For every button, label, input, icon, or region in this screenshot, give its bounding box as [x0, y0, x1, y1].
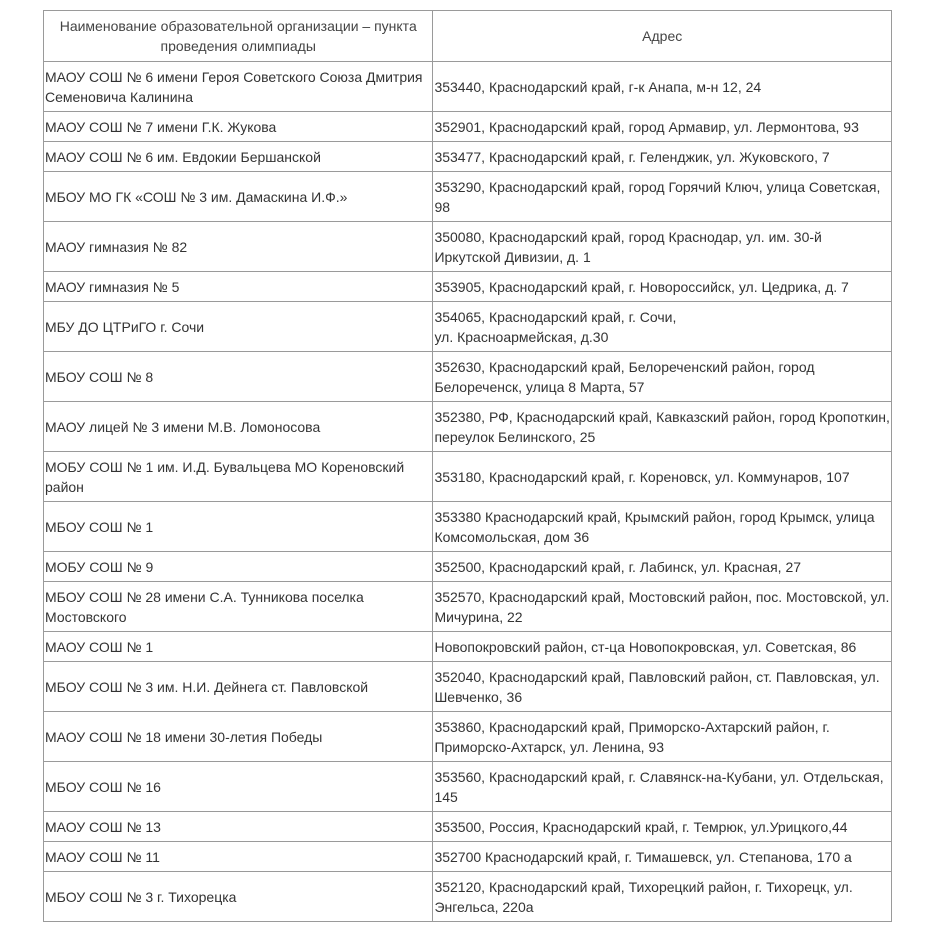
organization-name: МБУ ДО ЦТРиГО г. Сочи	[44, 302, 433, 352]
organization-name: МБОУ СОШ № 28 имени С.А. Тунникова поселка Мостовского	[44, 582, 433, 632]
organization-address: 350080, Краснодарский край, город Краснодар, ул. им. 30-й Иркутской Дивизии, д. 1	[433, 222, 892, 272]
table-row	[44, 842, 892, 872]
organization-name: МАОУ СОШ № 6 им. Евдокии Бершанской	[44, 142, 433, 172]
organization-name: МБОУ СОШ № 3 г. Тихорецка	[44, 872, 433, 922]
organization-address: 353380 Краснодарский край, Крымский район, город Крымск, улица Комсомольская, дом 36	[433, 502, 892, 552]
organization-name: МБОУ СОШ № 8	[44, 352, 433, 402]
organization-address	[433, 302, 892, 352]
organization-name: МАОУ гимназия № 82	[44, 222, 433, 272]
table-row	[44, 812, 892, 842]
organization-name: МАОУ СОШ № 7 имени Г.К. Жукова	[44, 112, 433, 142]
organization-name: МАОУ СОШ № 18 имени 30-летия Победы	[44, 712, 433, 762]
organization-address: 353440, Краснодарский край, г-к Анапа, м-н 12, 24	[433, 62, 892, 112]
table-row	[44, 112, 892, 142]
organization-address: Новопокровский район, ст-ца Новопокровская, ул. Советская, 86	[433, 632, 892, 662]
organization-name: МАОУ СОШ № 1	[44, 632, 433, 662]
organization-address: 353905, Краснодарский край, г. Новороссийск, ул. Цедрика, д. 7	[433, 272, 892, 302]
olympiad-venues-table	[43, 10, 892, 922]
table-row	[44, 762, 892, 812]
table-row	[44, 272, 892, 302]
organization-name: МБОУ МО ГК «СОШ № 3 им. Дамаскина И.Ф.»	[44, 172, 433, 222]
header-address: Адрес	[433, 11, 892, 62]
organization-address: 353180, Краснодарский край, г. Кореновск, ул. Коммунаров, 107	[433, 452, 892, 502]
organization-address: 353477, Краснодарский край, г. Геленджик, ул. Жуковского, 7	[433, 142, 892, 172]
organization-address: 352380, РФ, Краснодарский край, Кавказский район, город Кропоткин, переулок Белинского, 25	[433, 402, 892, 452]
table-row	[44, 142, 892, 172]
organization-name: МБОУ СОШ № 16	[44, 762, 433, 812]
table-row	[44, 552, 892, 582]
table-header-row	[44, 11, 892, 62]
table-row	[44, 172, 892, 222]
table-row	[44, 402, 892, 452]
organization-address: 352500, Краснодарский край, г. Лабинск, ул. Красная, 27	[433, 552, 892, 582]
organization-name: МАОУ СОШ № 13	[44, 812, 433, 842]
table-row	[44, 582, 892, 632]
organization-address: 353860, Краснодарский край, Приморско-Ахтарский район, г. Приморско-Ахтарск, ул. Ленина, 93	[433, 712, 892, 762]
table-row	[44, 302, 892, 352]
organization-name: МОБУ СОШ № 1 им. И.Д. Бувальцева МО Кореновский район	[44, 452, 433, 502]
table-row	[44, 452, 892, 502]
organization-address: 352901, Краснодарский край, город Армавир, ул. Лермонтова, 93	[433, 112, 892, 142]
organization-address: 352630, Краснодарский край, Белореченский район, город Белореченск, улица 8 Марта, 57	[433, 352, 892, 402]
header-organization-name: Наименование образовательной организации – пункта проведения олимпиады	[44, 11, 433, 62]
organization-address: 352700 Краснодарский край, г. Тимашевск, ул. Степанова, 170 а	[433, 842, 892, 872]
table-row	[44, 632, 892, 662]
organization-address: 352570, Краснодарский край, Мостовский район, пос. Мостовской, ул. Мичурина, 22	[433, 582, 892, 632]
organization-address: 353290, Краснодарский край, город Горячий Ключ, улица Советская, 98	[433, 172, 892, 222]
address-line: 354065, Краснодарский край, г. Сочи,	[434, 308, 677, 325]
table-row	[44, 62, 892, 112]
table-row	[44, 712, 892, 762]
address-line: ул. Красноармейская, д.30	[434, 328, 609, 345]
organization-name: МАОУ гимназия № 5	[44, 272, 433, 302]
organization-address: 352120, Краснодарский край, Тихорецкий район, г. Тихорецк, ул. Энгельса, 220а	[433, 872, 892, 922]
organization-address: 352040, Краснодарский край, Павловский район, ст. Павловская, ул. Шевченко, 36	[433, 662, 892, 712]
organization-address: 353560, Краснодарский край, г. Славянск-на-Кубани, ул. Отдельская, 145	[433, 762, 892, 812]
organization-name: МАОУ СОШ № 11	[44, 842, 433, 872]
organization-name: МБОУ СОШ № 3 им. Н.И. Дейнега ст. Павловской	[44, 662, 433, 712]
table-row	[44, 222, 892, 272]
organization-name: МОБУ СОШ № 9	[44, 552, 433, 582]
table-row	[44, 662, 892, 712]
organization-name: МБОУ СОШ № 1	[44, 502, 433, 552]
table-row	[44, 502, 892, 552]
organization-name: МАОУ СОШ № 6 имени Героя Советского Союза Дмитрия Семеновича Калинина	[44, 62, 433, 112]
organization-name: МАОУ лицей № 3 имени М.В. Ломоносова	[44, 402, 433, 452]
table-row	[44, 872, 892, 922]
table-row	[44, 352, 892, 402]
organization-address: 353500, Россия, Краснодарский край, г. Темрюк, ул.Урицкого,44	[433, 812, 892, 842]
